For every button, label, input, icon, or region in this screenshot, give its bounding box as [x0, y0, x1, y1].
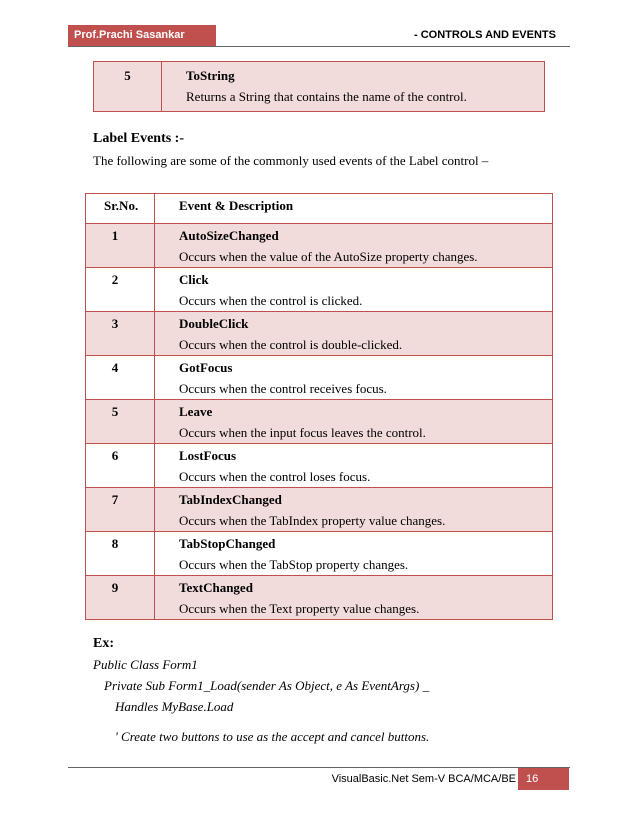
footer-rule [68, 767, 570, 768]
table-row [86, 532, 553, 576]
label-events-table [85, 193, 553, 620]
event-desc: Occurs when the control is clicked. [179, 292, 363, 308]
row-number: 9 [86, 576, 155, 620]
row-cell [155, 356, 553, 400]
table-row [86, 400, 553, 444]
event-desc: Occurs when the TabStop property changes. [179, 556, 409, 572]
code-line: Private Sub Form1_Load(sender As Object, e As EventArgs) _ [104, 678, 430, 693]
col-header-srno: Sr.No. [86, 194, 155, 224]
code-comment: ' Create two buttons to use as the accept and cancel buttons. [115, 729, 430, 744]
table-header-row [86, 194, 553, 224]
event-name: TabStopChanged [179, 536, 276, 551]
header-rule [68, 46, 570, 47]
table-row [86, 444, 553, 488]
event-name: Click [179, 272, 209, 287]
event-desc: Occurs when the Text property value changes. [179, 600, 420, 616]
row-cell [155, 312, 553, 356]
row-cell [162, 62, 545, 112]
event-name: AutoSizeChanged [179, 228, 279, 243]
method-name: ToString [186, 68, 235, 83]
row-number: 8 [86, 532, 155, 576]
event-desc: Occurs when the control loses focus. [179, 468, 371, 484]
table-row [86, 488, 553, 532]
section-intro: The following are some of the commonly used events of the Label control – [93, 153, 489, 168]
row-cell [155, 576, 553, 620]
row-number: 3 [86, 312, 155, 356]
section-heading: Label Events :- [93, 131, 184, 146]
row-number: 6 [86, 444, 155, 488]
code-line: Handles MyBase.Load [115, 699, 234, 714]
event-name: LostFocus [179, 448, 237, 463]
header-title: - CONTROLS AND EVENTS [414, 29, 556, 41]
row-number: 5 [94, 62, 162, 112]
header-author: Prof.Prachi Sasankar [68, 25, 216, 46]
row-cell [155, 532, 553, 576]
row-number: 1 [86, 224, 155, 268]
table-row [86, 356, 553, 400]
row-cell [155, 268, 553, 312]
row-cell [155, 224, 553, 268]
row-number: 7 [86, 488, 155, 532]
example-title: Ex: [93, 636, 114, 651]
event-desc: Occurs when the value of the AutoSize property changes. [179, 248, 478, 264]
code-line: Public Class Form1 [93, 657, 198, 672]
method-desc: Returns a String that contains the name of the control. [186, 89, 467, 104]
event-name: GotFocus [179, 360, 233, 375]
row-cell [155, 444, 553, 488]
page-number: 16 [518, 768, 569, 790]
event-desc: Occurs when the control receives focus. [179, 380, 387, 396]
table-row [94, 62, 545, 112]
col-header-event: Event & Description [155, 194, 553, 224]
table-row [86, 576, 553, 620]
row-number: 5 [86, 400, 155, 444]
event-desc: Occurs when the control is double-clicked. [179, 336, 403, 352]
table-row [86, 224, 553, 268]
event-name: TextChanged [179, 580, 253, 595]
event-name: TabIndexChanged [179, 492, 282, 507]
event-desc: Occurs when the TabIndex property value changes. [179, 512, 446, 528]
methods-table-continued [93, 61, 545, 112]
row-number: 4 [86, 356, 155, 400]
footer-text: VisualBasic.Net Sem-V BCA/MCA/BE [331, 773, 516, 785]
event-name: DoubleClick [179, 316, 249, 331]
table-row [86, 312, 553, 356]
row-number: 2 [86, 268, 155, 312]
row-cell [155, 488, 553, 532]
table-row [86, 268, 553, 312]
event-desc: Occurs when the input focus leaves the control. [179, 424, 426, 440]
event-name: Leave [179, 404, 213, 419]
row-cell [155, 400, 553, 444]
